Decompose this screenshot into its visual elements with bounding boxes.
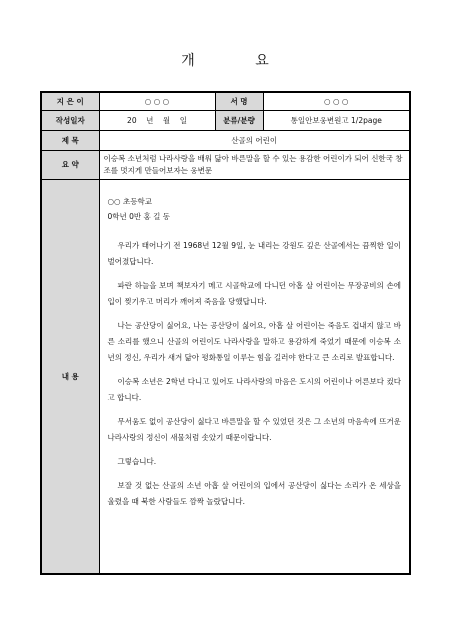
author-info [108,194,402,224]
category-label: 분류/분량 [215,110,263,130]
student-name: 0학년 0반 홍 길 동 [107,211,171,221]
content-label: 내 용 [41,179,99,574]
paragraph: 파란 하늘을 보며 책보자기 메고 시골학교에 다니던 아홉 살 어린이는 무장공비의 손에 입이 찢기우고 머리가 깨어져 죽음을 당했답니다. [107,280,401,306]
page-title: 개 요 [181,53,297,69]
paragraph: 그렇습니다. [117,456,157,466]
content-body [99,179,410,574]
signature-value: ○ ○ ○ [263,92,410,110]
summary-row [41,150,410,179]
paragraph: 무서움도 없이 공산당이 싫다고 바른말을 할 수 있었던 것은 그 소년의 마음속에 뜨거운 나라사랑의 정신이 새물처럼 솟았기 때문이랍니다. [107,416,401,442]
signature-label: 서 명 [215,92,263,110]
title-label: 제 목 [41,130,99,150]
content-row [41,179,410,574]
paragraph: 나는 공산당이 싫어요, 나는 공산당이 싫어요, 아홉 살 어린이는 죽음도 겁내지 않고 바른 소리를 했으니 산골의 어린이도 나라사랑을 말하고 용감하게 죽었기 때문에 이승복 소년의 정신, 우리가 새겨 닮아 평화통일 이루는 힘을 길러야 한다고 큰 소리로 발표합니다. [107,320,401,362]
title-row [41,130,410,150]
school-name: ○○ 초등학교 [107,196,152,206]
date-label: 작성일자 [41,110,99,130]
date-value: 20 년 월 일 [99,110,215,130]
date-row [41,110,410,130]
category-value: 통일안보웅변원고 1/2page [263,110,410,130]
paragraph: 우리가 태어나기 전 1968년 12월 9일, 눈 내리는 강원도 깊은 산골에서는 끔찍한 일이 벌어졌답니다. [107,240,401,266]
author-row [41,92,410,110]
author-label: 지 은 이 [41,92,99,110]
document-title: 산골의 어린이 [99,130,410,150]
summary-label: 요 약 [41,150,99,179]
paragraph: 이승복 소년은 2학년 다니고 있어도 나라사랑의 마음은 도시의 어린이나 어른보다 컸다고 합니다. [107,376,401,402]
author-value: ○ ○ ○ [99,92,215,110]
document-form-table [40,91,411,575]
summary-text: 이승복 소년처럼 나라사랑을 배워 닮아 바른말을 할 수 있는 용감한 어린이가 되어 신한국 창조를 멋지게 만들어보자는 웅변문 [99,150,410,179]
paragraph: 보잘 것 없는 산골의 소년 아홉 살 어린이의 입에서 공산당이 싫다는 소리가 온 세상을 울렸을 때 북한 사람들도 깜짝 놀랐답니다. [107,480,401,506]
